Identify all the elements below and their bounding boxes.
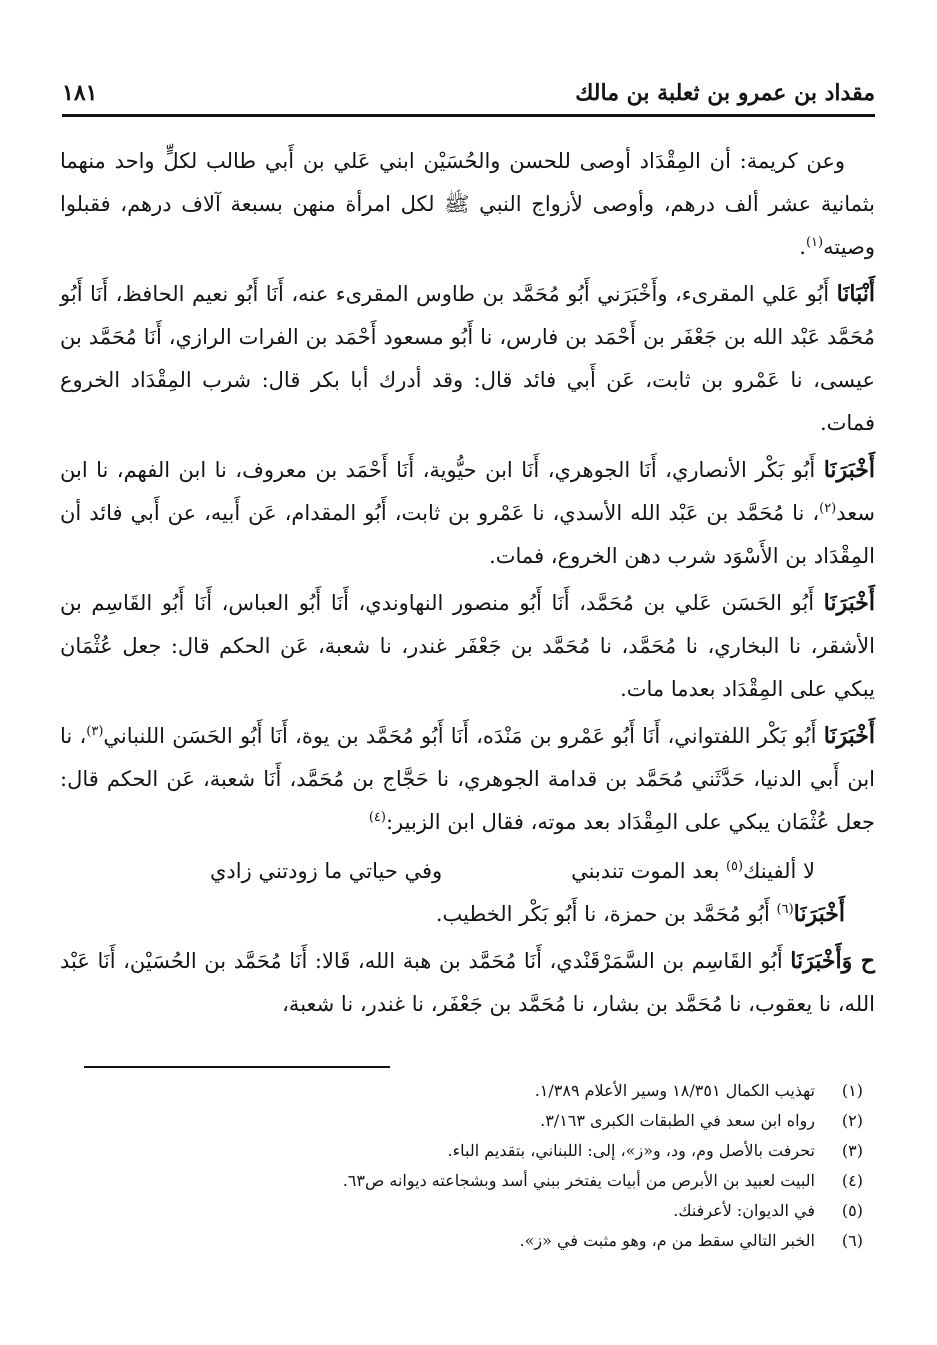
chain-lead-word: أَخْبَرَنَا [823, 723, 876, 749]
chain-lead-word: أَخْبَرَنَا [823, 590, 875, 616]
chain-lead-word: ح وَأَخْبَرَنَا [790, 948, 875, 974]
paragraph [60, 893, 875, 936]
footnote-number: (١) [841, 1081, 863, 1100]
footnote [80, 1136, 863, 1166]
footnote [80, 1166, 863, 1196]
verse-first-hemistich [571, 850, 815, 893]
verse-rest: بعد الموت تندبني [571, 859, 726, 883]
paragraph-tail: ، نا مُحَمَّد بن عَبْد الله الأسدي، نا عَمْرو بن ثابت، أَبُو المقدام، عَن أَبيه، عن أَبي فائد أن المِقْدَاد بن الأَسْوَد شرب دهن الخروع، فمات. [60, 501, 875, 568]
footnote [80, 1196, 863, 1226]
footnote-ref: (٤) [368, 810, 386, 825]
paragraph [60, 582, 875, 711]
footnote-ref: (٥) [725, 859, 744, 874]
page-header [62, 72, 875, 117]
paragraph-text: أَبُو بَكْر اللفتواني، أَنَا أَبُو عَمْرو بن مَنْدَه، أَنَا أَبُو مُحَمَّد بن يوة، أَنَا أَبُو الحَسَن اللنباني [103, 724, 824, 748]
paragraph [60, 273, 875, 445]
footnote [80, 1106, 863, 1136]
chain-lead-word: أَخْبَرَنَا [793, 901, 845, 927]
footnote-separator [84, 1066, 390, 1068]
chain-lead-word: أَنْبَانَا [836, 281, 875, 307]
footnote-text: رواه ابن سعد في الطبقات الكبرى ٣/١٦٣. [540, 1111, 815, 1130]
main-text [60, 140, 875, 1030]
paragraph-text: أَبُو القَاسِم بن السَّمَرْقَنْدي، أَنَا مُحَمَّد بن هبة الله، قَالا: أَنَا مُحَمَّد بن الحُسَيْن، أَنَا عَبْد الله، نا يعقوب، نا مُحَمَّد بن بشار، نا مُحَمَّد بن جَعْفَر، نا غندر، نا شعبة، [60, 949, 875, 1016]
footnote-text: في الديوان: لأعرفنك. [673, 1201, 815, 1220]
paragraph-text: أَبُو الحَسَن عَلي بن مُحَمَّد، أَنَا أَبُو منصور النهاوندي، أَنَا أَبُو العباس، أَنَا أَبُو القَاسِم بن الأشقر، نا البخاري، نا مُحَمَّد، نا مُحَمَّد بن جَعْفَر غندر، نا شعبة، عَن الحكم قال: جعل عُثْمَان يبكي على المِقْدَاد بعدما مات. [60, 591, 875, 701]
paragraph-text: أَبُو مُحَمَّد بن حمزة، نا أَبُو بَكْر الخطيب. [435, 902, 777, 926]
page-number: ١٨١ [62, 80, 98, 106]
footnote [80, 1076, 863, 1106]
paragraph-text: أَبُو عَلي المقرىء، وأَخْبَرَني أَبُو مُحَمَّد بن طاوس المقرىء عنه، أَنَا أَبُو نعيم الحافظ، أَنَا أَبُو مُحَمَّد عَبْد الله بن جَعْفَر بن أَحْمَد بن فارس، نا أَبُو مسعود أَحْمَد بن الفرات الرازي، أَنَا مُحَمَّد بن عيسى، نا عَمْرو بن ثابت، عَن أَبي فائد قال: وقد أدرك أبا بكر قال: شرب المِقْدَاد الخروع فمات. [60, 282, 875, 435]
footnote-text: الخبر التالي سقط من م، وهو مثبت في «ز». [519, 1231, 815, 1250]
footnote-number: (٢) [841, 1111, 863, 1130]
paragraph [60, 449, 875, 578]
footnote-number: (٣) [841, 1141, 863, 1160]
paragraph-tail: . [799, 235, 806, 259]
footnote-text: تحرفت بالأصل وم، ود، و«ز»، إلى: اللبناني، بتقديم الباء. [447, 1141, 815, 1160]
footnote-number: (٤) [841, 1171, 863, 1190]
paragraph-text: وعن كريمة: أن المِقْدَاد أوصى للحسن والحُسَيْن ابني عَلي بن أَبي طالب لكلٍّ واحد منهما بثمانية عشر ألف درهم، وأوصى لأزواج النبي ﷺ لكل امرأة منهن بسبعة آلاف درهم، فقبلوا وصيته [60, 149, 875, 259]
footnote [80, 1226, 863, 1256]
running-title: مقداد بن عمرو بن ثعلبة بن مالك [575, 80, 875, 106]
footnote-number: (٥) [841, 1201, 863, 1220]
paragraph [60, 140, 875, 269]
poetry-verse [210, 850, 815, 893]
paragraph [60, 715, 875, 844]
verse-word: لا ألفينك [743, 859, 815, 883]
footnote-number: (٦) [841, 1231, 863, 1250]
paragraph [60, 940, 875, 1026]
footnote-text: البيت لعبيد بن الأبرص من أبيات يفتخر ببني أسد وبشجاعته ديوانه ص٦٣. [342, 1171, 815, 1190]
footnote-ref: (٦) [776, 902, 794, 917]
footnote-text: تهذيب الكمال ١٨/٣٥١ وسير الأعلام ١/٣٨٩. [534, 1081, 815, 1100]
verse-second-hemistich: وفي حياتي ما زودتني زادي [210, 859, 443, 883]
footnote-ref: (٢) [819, 501, 837, 516]
chain-lead-word: أَخْبَرَنَا [823, 457, 876, 483]
footnote-ref: (٣) [86, 724, 104, 739]
footnotes [80, 1076, 863, 1256]
paragraph-text: أَبُو بَكْر الأنصاري، أَنَا الجوهري، أَنَا ابن حيُّوية، أَنَا أَحْمَد بن معروف، نا ابن الفهم، نا ابن سعد [60, 458, 875, 525]
paragraph-tail: ، نا ابن أَبي الدنيا، حَدَّثَني مُحَمَّد بن قدامة الجوهري، نا حَجَّاج بن مُحَمَّد، أَنَا شعبة، عَن الحكم قال: جعل عُثْمَان يبكي على المِقْدَاد بعد موته، فقال ابن الزبير: [60, 724, 875, 834]
footnote-ref: (١) [805, 235, 824, 250]
